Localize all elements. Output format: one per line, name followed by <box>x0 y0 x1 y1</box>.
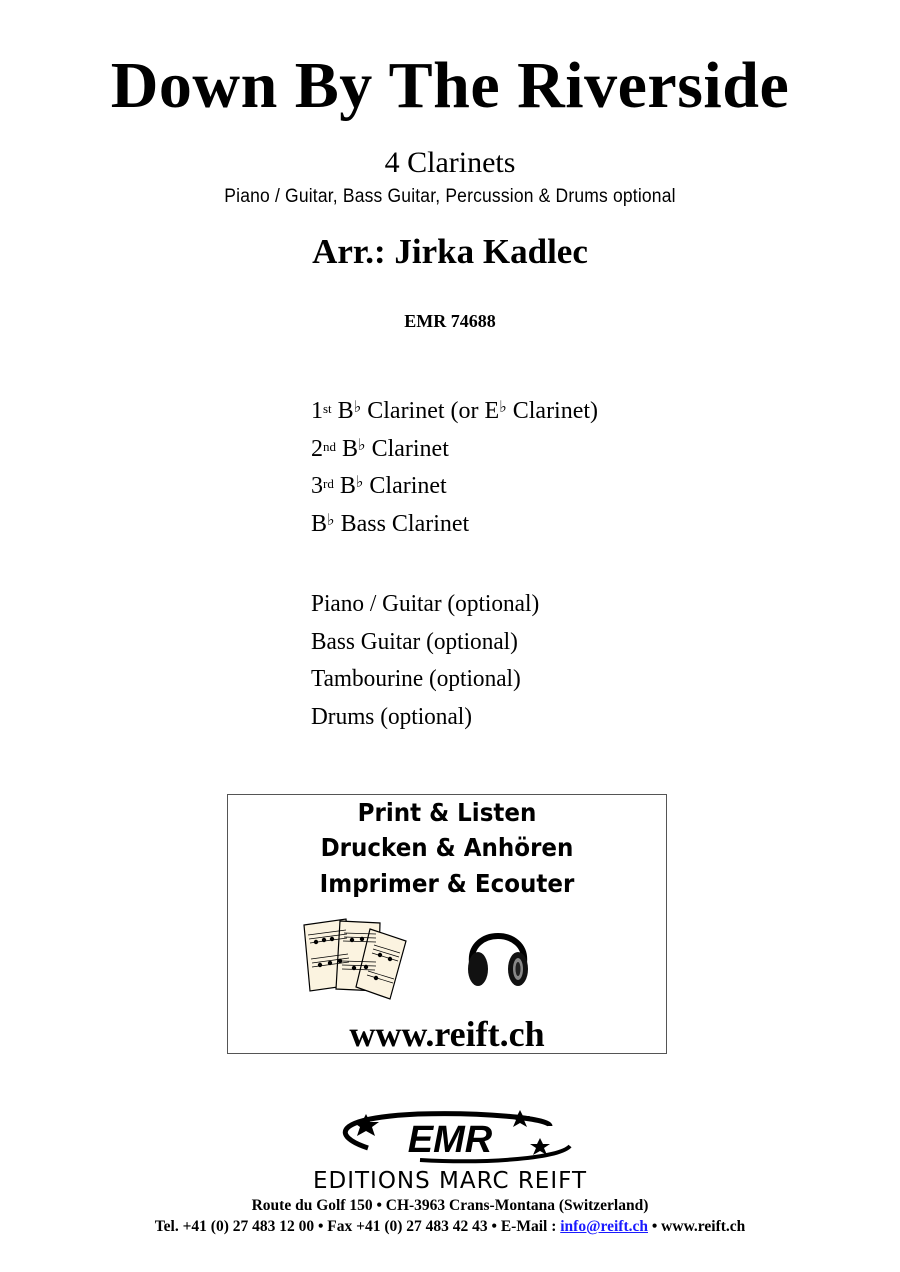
optional-part-item: Piano / Guitar (optional) <box>311 591 540 617</box>
optional-part-item: Bass Guitar (optional) <box>311 628 518 655</box>
promo-url[interactable]: www.reift.ch <box>349 1014 545 1054</box>
logo-text: EMR <box>407 1119 493 1161</box>
sheet-music-icon <box>300 915 412 1001</box>
optional-part-item: Drums (optional) <box>311 703 473 730</box>
arranger-credit: Arr.: Jirka Kadlec <box>312 232 588 271</box>
publisher-address: Route du Golf 150 • CH-3963 Crans-Montana (Switzerland) <box>251 1197 649 1214</box>
email-link[interactable]: info@reift.ch <box>560 1218 648 1235</box>
part-item: 3rd B♭ Clarinet <box>311 473 447 499</box>
headphones-icon <box>466 917 530 993</box>
publisher-contact <box>0 1218 900 1236</box>
emr-logo <box>250 1108 650 1192</box>
part-item: 1st B♭ Clarinet (or E♭ Clarinet) <box>311 398 599 424</box>
parts-list <box>311 393 598 543</box>
promo-line-imprimer: Imprimer & Ecouter <box>319 869 575 898</box>
optional-instruments-line: Piano / Guitar, Bass Guitar, Percussion & Drums optional <box>224 186 676 207</box>
score-title: Down By The Riverside <box>110 49 790 122</box>
promo-line-drucken: Drucken & Anhören <box>320 833 574 862</box>
optional-part-item: Tambourine (optional) <box>311 666 521 692</box>
instrumentation-subtitle: 4 Clarinets <box>384 146 516 179</box>
print-listen-box <box>227 794 667 1054</box>
promo-line-print-listen: Print & Listen <box>357 798 537 827</box>
contact-phone-fax: Tel. +41 (0) 27 483 12 00 • Fax +41 (0) 27 483 42 43 • E-Mail : <box>154 1218 561 1235</box>
part-item: 2nd B♭ Clarinet <box>311 435 449 462</box>
part-item: B♭ Bass Clarinet <box>311 510 470 537</box>
publisher-name: EDITIONS MARC REIFT <box>312 1168 588 1192</box>
contact-website: • www.reift.ch <box>648 1218 746 1235</box>
catalog-number: EMR 74688 <box>404 311 496 331</box>
optional-parts-list <box>311 586 539 736</box>
